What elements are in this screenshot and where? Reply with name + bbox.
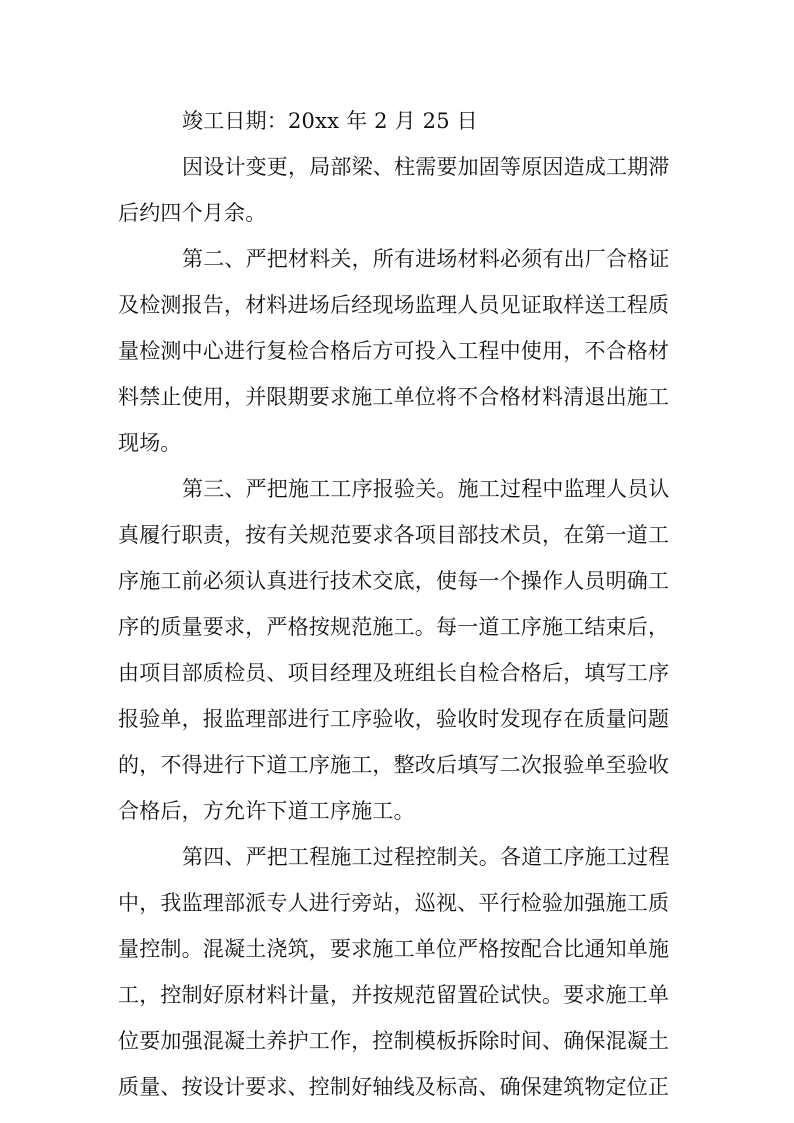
paragraph-line: 量检测中心进行复检合格后方可投入工程中使用，不合格材	[118, 339, 670, 363]
paragraph-line: 现场。	[118, 431, 182, 455]
paragraph-line: 位要加强混凝土养护工作，控制模板拆除时间、确保混凝土	[118, 1029, 670, 1053]
paragraph-line: 第二、严把材料关，所有进场材料必须有出厂合格证	[182, 247, 670, 271]
paragraph-line: 序施工前必须认真进行技术交底，使每一个操作人员明确工	[118, 569, 670, 593]
paragraph-line: 由项目部质检员、项目经理及班组长自检合格后，填写工序	[118, 661, 670, 685]
paragraph-line: 第四、严把工程施工过程控制关。各道工序施工过程	[182, 845, 670, 869]
paragraph-line: 因设计变更，局部梁、柱需要加固等原因造成工期滞	[182, 155, 670, 179]
paragraph-line: 中，我监理部派专人进行旁站，巡视、平行检验加强施工质	[118, 891, 670, 915]
paragraph-line: 料禁止使用，并限期要求施工单位将不合格材料清退出施工	[118, 385, 670, 409]
completion-date-line: 竣工日期：20xx 年 2 月 25 日	[182, 109, 478, 133]
paragraph-line: 报验单，报监理部进行工序验收，验收时发现存在质量问题	[118, 707, 670, 731]
paragraph-line: 真履行职责，按有关规范要求各项目部技术员，在第一道工	[118, 523, 670, 547]
paragraph-line: 质量、按设计要求、控制好轴线及标高、确保建筑物定位正	[118, 1075, 670, 1099]
document-body	[118, 98, 678, 1110]
paragraph-line: 第三、严把施工工序报验关。施工过程中监理人员认	[182, 477, 670, 501]
paragraph-line: 及检测报告，材料进场后经现场监理人员见证取样送工程质	[118, 293, 670, 317]
paragraph-line: 后约四个月余。	[118, 201, 267, 225]
paragraph-line: 工，控制好原材料计量，并按规范留置砼试快。要求施工单	[118, 983, 670, 1007]
paragraph-line: 合格后，方允许下道工序施工。	[118, 799, 415, 823]
paragraph-line: 的，不得进行下道工序施工，整改后填写二次报验单至验收	[118, 753, 670, 777]
paragraph-line: 量控制。混凝土浇筑，要求施工单位严格按配合比通知单施	[118, 937, 670, 961]
paragraph-line: 序的质量要求，严格按规范施工。每一道工序施工结束后，	[118, 615, 670, 639]
